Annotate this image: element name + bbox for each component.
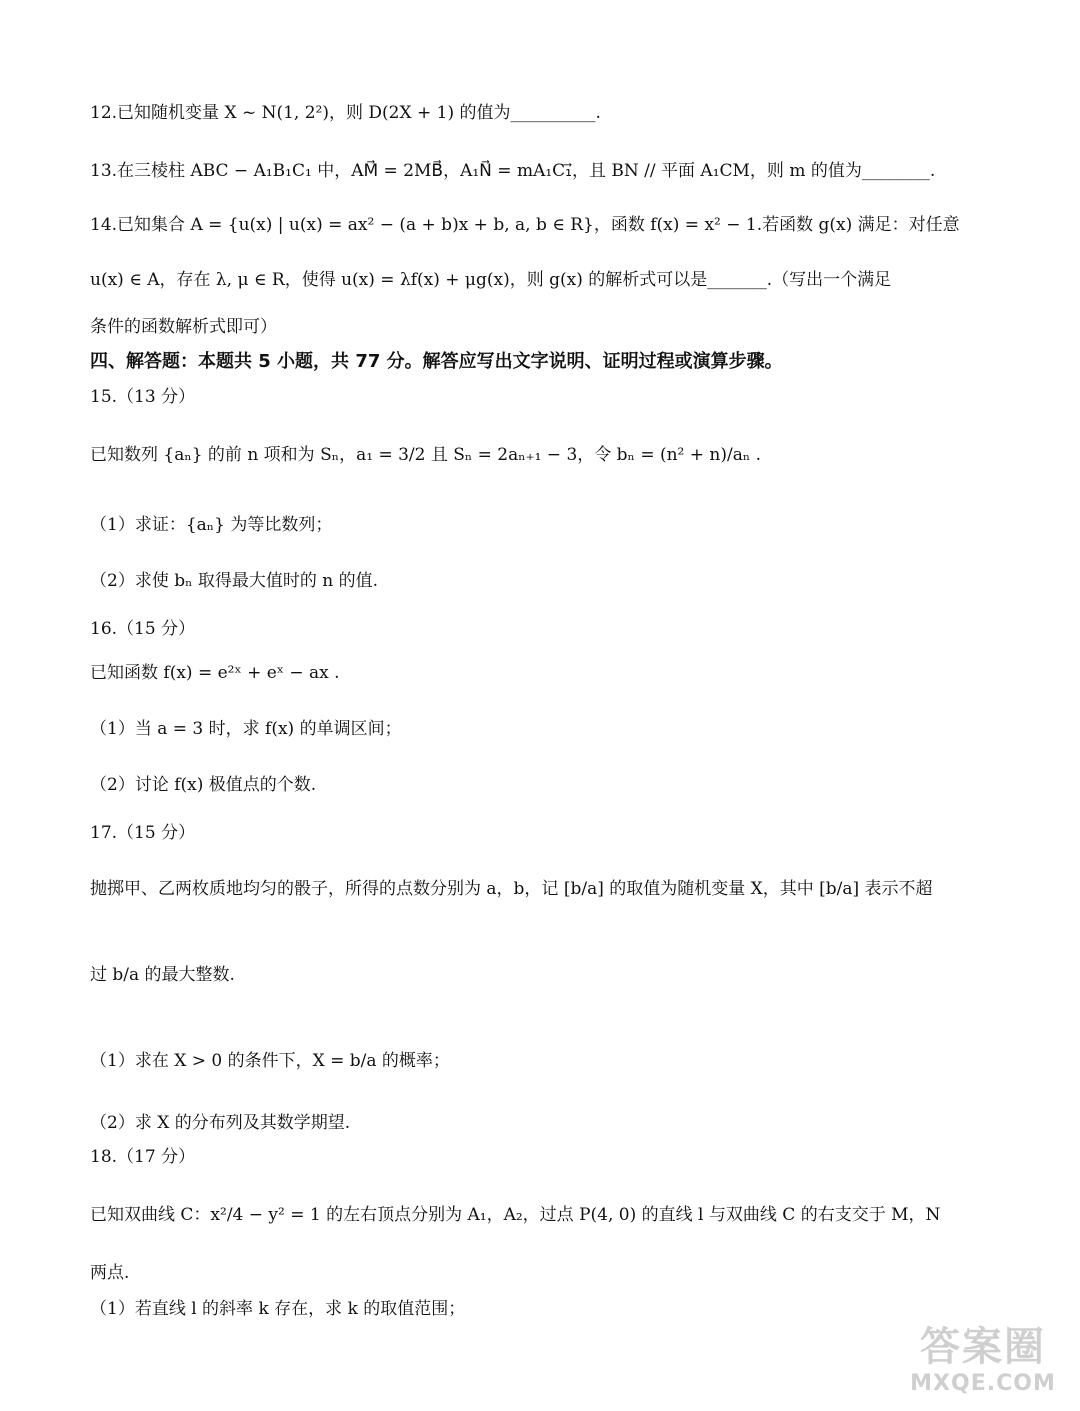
watermark-logo [908, 1323, 1058, 1407]
question-14-line-1: 14.已知集合 A = {u(x) | u(x) = ax² − (a + b)x + b, a, b ∈ R}，函数 f(x) = x² − 1.若函数 g(x) 满足：对任意 [90, 215, 960, 235]
watermark-top: 答案圈 [920, 1324, 1046, 1370]
question-17-part-1: （1）求在 X > 0 的条件下，X = b/a 的概率； [90, 1051, 450, 1071]
question-15-header: 15.（13 分） [90, 387, 196, 407]
question-18-part-1: （1）若直线 l 的斜率 k 存在，求 k 的取值范围； [90, 1299, 466, 1319]
question-15-part-1: （1）求证：{aₙ} 为等比数列； [90, 515, 333, 535]
question-17-stem-line-2: 过 b/a 的最大整数. [90, 965, 235, 985]
question-15-stem: 已知数列 {aₙ} 的前 n 项和为 Sₙ，a₁ = 3/2 且 Sₙ = 2aₙ₊₁ − 3，令 bₙ = (n² + n)/aₙ . [90, 445, 762, 465]
question-14-line-2: u(x) ∈ A，存在 λ, μ ∈ R，使得 u(x) = λf(x) + μg(x)，则 g(x) 的解析式可以是_______.（写出一个满足 [90, 270, 892, 290]
question-16-part-2: （2）讨论 f(x) 极值点的个数. [90, 775, 317, 795]
question-18-stem-line-2: 两点. [90, 1263, 130, 1283]
question-12: 12.已知随机变量 X ~ N(1, 2²)，则 D(2X + 1) 的值为__________. [90, 103, 601, 123]
question-17-stem-line-1: 抛掷甲、乙两枚质地均匀的骰子，所得的点数分别为 a，b，记 [b/a] 的取值为随机变量 X，其中 [b/a] 表示不超 [90, 879, 933, 899]
question-16-part-1: （1）当 a = 3 时，求 f(x) 的单调区间； [90, 719, 402, 739]
question-18-header: 18.（17 分） [90, 1147, 196, 1167]
section-heading: 四、解答题：本题共 5 小题，共 77 分。解答应写出文字说明、证明过程或演算步骤。 [90, 351, 783, 372]
question-15-part-2: （2）求使 bₙ 取得最大值时的 n 的值. [90, 571, 379, 591]
question-17-part-2: （2）求 X 的分布列及其数学期望. [90, 1113, 351, 1133]
question-18-stem-line-1: 已知双曲线 C：x²/4 − y² = 1 的左右顶点分别为 A₁，A₂，过点 P(4, 0) 的直线 l 与双曲线 C 的右支交于 M，N [90, 1205, 941, 1225]
question-17-header: 17.（15 分） [90, 823, 196, 843]
question-16-stem: 已知函数 f(x) = e²ˣ + eˣ − ax . [90, 663, 340, 683]
watermark-bottom: MXQE.COM [910, 1371, 1056, 1396]
question-16-header: 16.（15 分） [90, 619, 196, 639]
question-13: 13.在三棱柱 ABC − A₁B₁C₁ 中，AM⃗ = 2MB⃗，A₁N⃗ = mA₁C₁⃗，且 BN // 平面 A₁CM，则 m 的值为________. [90, 161, 936, 181]
question-14-line-3: 条件的函数解析式即可） [90, 317, 277, 337]
